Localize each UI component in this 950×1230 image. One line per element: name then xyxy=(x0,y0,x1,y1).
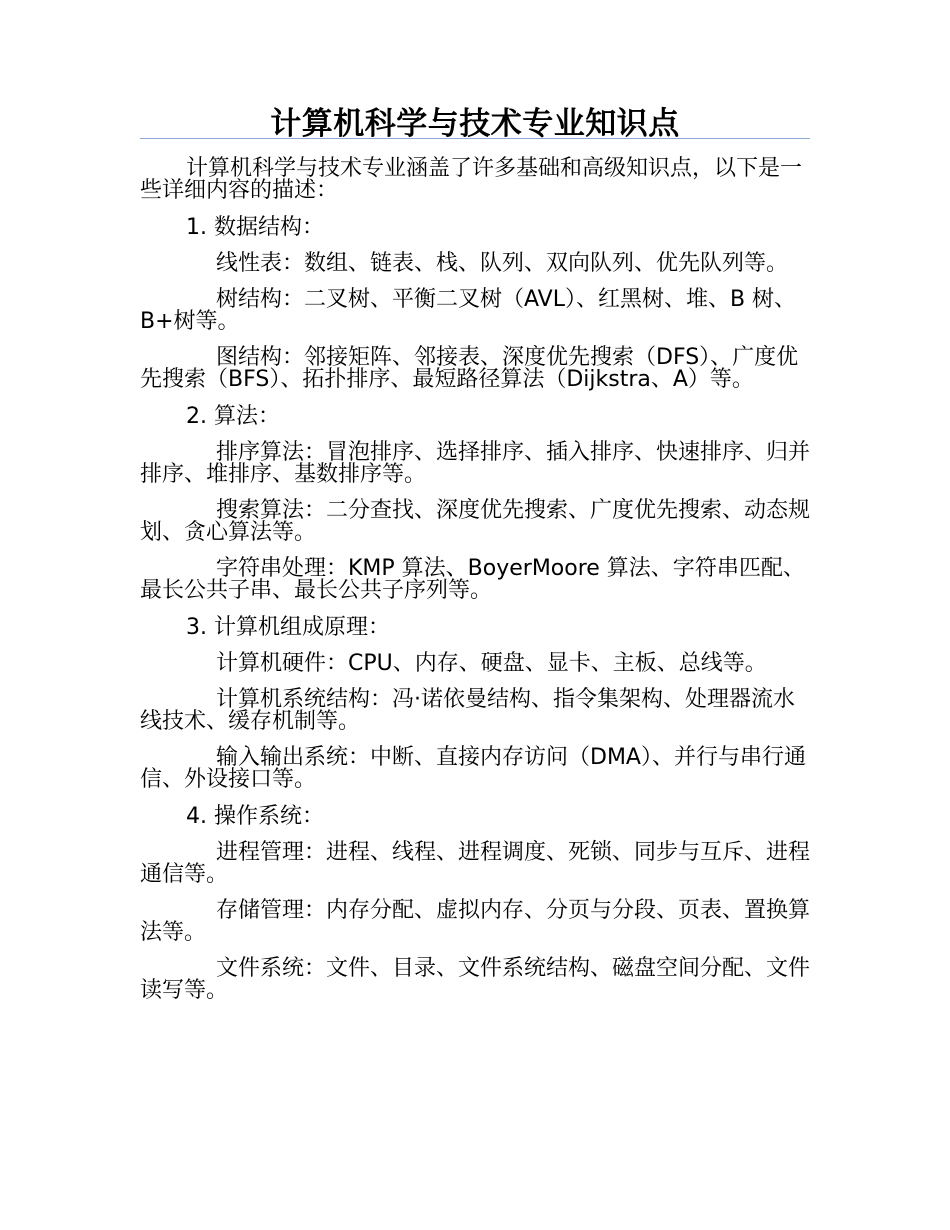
document-body xyxy=(140,158,810,1002)
list-item: 计算机系统结构：冯·诺依曼结构、指令集架构、处理器流水线技术、缓存机制等。 xyxy=(140,687,795,734)
list-item: 线性表：数组、链表、栈、队列、双向队列、优先队列等。 xyxy=(216,251,789,276)
section-heading: 1. 数据结构： xyxy=(186,215,324,240)
list-item: 计算机硬件：CPU、内存、硬盘、显卡、主板、总线等。 xyxy=(216,651,767,676)
section-data-structures xyxy=(140,215,810,391)
section-operating-systems xyxy=(140,804,810,1002)
list-item: 搜索算法：二分查找、深度优先搜索、广度优先搜索、动态规划、贪心算法等。 xyxy=(140,498,811,545)
section-heading: 3. 计算机组成原理： xyxy=(186,615,390,640)
list-item: 文件系统：文件、目录、文件系统结构、磁盘空间分配、文件读写等。 xyxy=(140,956,811,1003)
section-computer-organization xyxy=(140,615,810,791)
list-item: 输入输出系统：中断、直接内存访问（DMA）、并行与串行通信、外设接口等。 xyxy=(140,745,806,792)
intro-paragraph: 计算机科学与技术专业涵盖了许多基础和高级知识点，以下是一些详细内容的描述： xyxy=(140,156,803,203)
section-heading: 2. 算法： xyxy=(186,404,280,429)
list-item: 进程管理：进程、线程、进程调度、死锁、同步与互斥、进程通信等。 xyxy=(140,840,811,887)
title-underline xyxy=(140,138,810,139)
list-item: 字符串处理：KMP 算法、BoyerMoore 算法、字符串匹配、最长公共子串、最长公共子序列等。 xyxy=(140,556,805,603)
document-title: 计算机科学与技术专业知识点 xyxy=(270,106,680,142)
list-item: 排序算法：冒泡排序、选择排序、插入排序、快速排序、归并排序、堆排序、基数排序等。 xyxy=(140,440,811,487)
section-algorithms xyxy=(140,404,810,602)
list-item: 图结构：邻接矩阵、邻接表、深度优先搜索（DFS）、广度优先搜索（BFS）、拓扑排序、最短路径算法（Dijkstra、A）等。 xyxy=(140,345,799,392)
list-item: 树结构：二叉树、平衡二叉树（AVL）、红黑树、堆、B 树、B+树等。 xyxy=(140,287,797,334)
section-heading: 4. 操作系统： xyxy=(186,804,324,829)
list-item: 存储管理：内存分配、虚拟内存、分页与分段、页表、置换算法等。 xyxy=(140,898,811,945)
